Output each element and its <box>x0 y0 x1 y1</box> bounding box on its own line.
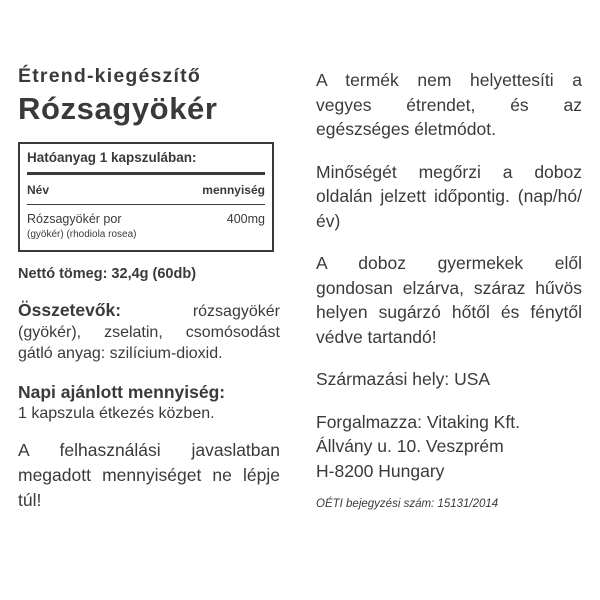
ingredients-label: Összetevők: <box>18 300 122 320</box>
row-subtext: (gyökér) (rhodiola rosea) <box>27 229 137 240</box>
product-title: Rózsagyökér <box>18 91 218 126</box>
daily-dose-text: 1 kapszula étkezés közben. <box>18 405 215 422</box>
column-name: Név <box>27 183 50 197</box>
not-substitute-text: A termék nem helyettesíti a vegyes étrendet, és az egészséges életmódot. <box>316 70 582 139</box>
storage-text: A doboz gyermekek elől gondosan elzárva, száraz hűvös helyen sugárzó hőtől és fénytől védve tartandó! <box>316 253 582 347</box>
ingredients-text: rózsagyökér (gyökér), zselatin, csomósodást gátló anyag: szilícium-dioxid. <box>18 303 280 362</box>
daily-dose-label: Napi ajánlott mennyiség: <box>18 382 226 402</box>
row-amount: 400mg <box>226 212 265 226</box>
registration-number: OÉTI bejegyzési szám: 15131/2014 <box>316 498 499 510</box>
distributor-line-2: Állvány u. 10. Veszprém <box>316 436 504 456</box>
distributor-line-3: H-8200 Hungary <box>316 460 445 481</box>
row-name: Rózsagyökér por <box>27 212 122 226</box>
table-header: Hatóanyag 1 kapszulában: <box>27 148 265 175</box>
column-amount: mennyiség <box>202 183 265 197</box>
right-column <box>316 68 582 512</box>
ingredient-table <box>18 142 274 252</box>
table-column-headers <box>27 183 265 205</box>
daily-dose-section <box>18 382 280 424</box>
dose-warning: A felhasználási javaslatban megadott mennyiséget ne lépje túl! <box>18 440 280 510</box>
table-row <box>27 211 265 227</box>
left-column <box>18 64 280 513</box>
product-category: Étrend-kiegészítő <box>18 65 201 87</box>
distributor-line-1: Forgalmazza: Vitaking Kft. <box>316 411 520 432</box>
distributor-block <box>316 410 582 484</box>
best-before-text: Minőségét megőrzi a doboz oldalán jelzett időpontig. (nap/hó/év) <box>316 161 582 231</box>
ingredients-paragraph <box>18 300 280 364</box>
origin-text: Származási hely: USA <box>316 369 491 389</box>
net-weight: Nettó tömeg: 32,4g (60db) <box>18 266 197 282</box>
